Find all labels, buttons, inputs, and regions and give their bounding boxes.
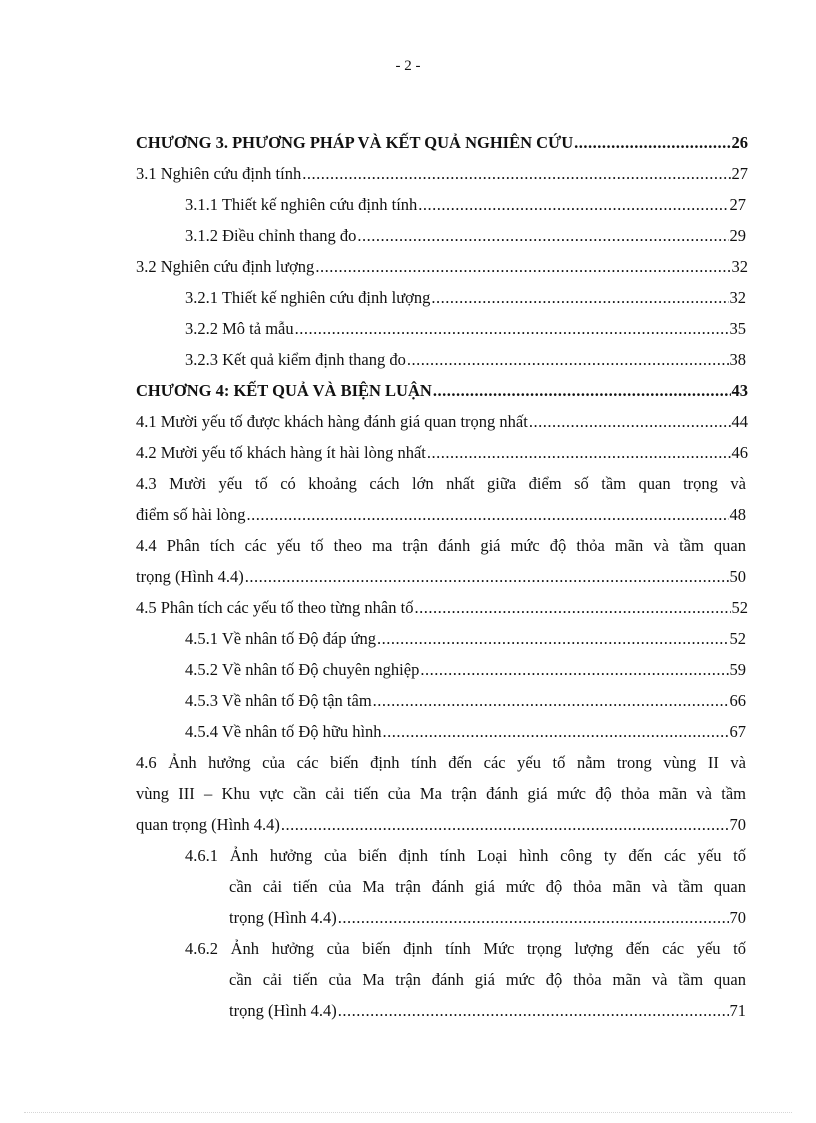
toc-entry-line (0, 747, 816, 778)
toc-entry-title: 4.2 Mười yếu tố khách hàng ít hài lòng nhất (136, 443, 426, 462)
toc-entry-line (0, 809, 816, 840)
toc-page-number: 70 (729, 908, 746, 927)
toc-leader-dots (418, 189, 728, 220)
toc-leader-dots (281, 809, 729, 840)
toc-line (185, 685, 746, 716)
toc-entry-line (0, 933, 816, 964)
toc-leader-dots (377, 623, 728, 654)
toc-page-number: 46 (731, 443, 748, 462)
toc-entry-title: 4.6.2 Ảnh hưởng của biến định tính Mức trọng lượng đến các yếu tố (185, 939, 746, 958)
toc-line (136, 747, 746, 778)
toc-line (185, 654, 746, 685)
toc-line (185, 313, 746, 344)
toc-leader-dots (247, 499, 729, 530)
toc-line (185, 716, 746, 747)
toc-leader-dots (338, 995, 729, 1026)
toc-page-number: 44 (731, 412, 748, 431)
toc-entry-title: 4.5.2 Về nhân tố Độ chuyên nghiệp (185, 660, 420, 679)
toc-line (136, 375, 748, 406)
toc-entry-line (0, 530, 816, 561)
toc-entry-title: CHƯƠNG 3. PHƯƠNG PHÁP VÀ KẾT QUẢ NGHIÊN CỨU (136, 133, 574, 152)
toc-entry-title: 4.6 Ảnh hưởng của các biến định tính đến các yếu tố nằm trong vùng II và (136, 753, 746, 772)
toc-leader-dots (302, 158, 730, 189)
toc-entry-line (0, 840, 816, 871)
toc-line (136, 127, 748, 158)
toc-entry-title: 4.6.1 Ảnh hưởng của biến định tính Loại hình công ty đến các yếu tố (185, 846, 746, 865)
toc-page-number: 48 (729, 505, 746, 524)
toc-leader-dots (245, 561, 729, 592)
toc-line (185, 282, 746, 313)
table-of-contents (0, 127, 816, 1026)
toc-leader-dots (383, 716, 729, 747)
toc-line (136, 251, 748, 282)
toc-page-number: 38 (729, 350, 746, 369)
toc-leader-dots (373, 685, 729, 716)
toc-leader-dots (414, 592, 730, 623)
toc-line (136, 468, 746, 499)
toc-entry-title: trọng (Hình 4.4) (229, 908, 337, 927)
toc-entry-title: 3.1.2 Điều chỉnh thang đo (185, 226, 357, 245)
toc-entry-title: 3.2.1 Thiết kế nghiên cứu định lượng (185, 288, 431, 307)
toc-line (136, 437, 748, 468)
toc-line (185, 623, 746, 654)
toc-entry-line (0, 189, 816, 220)
page-bottom-rule (24, 1112, 792, 1113)
toc-page-number: 66 (729, 691, 746, 710)
toc-leader-dots (295, 313, 729, 344)
toc-line (136, 158, 748, 189)
toc-entry-line (0, 995, 816, 1026)
toc-leader-dots (574, 127, 730, 158)
toc-entry-title: quan trọng (Hình 4.4) (136, 815, 280, 834)
toc-page-number: 70 (729, 815, 746, 834)
toc-leader-dots (431, 282, 728, 313)
toc-line (136, 778, 746, 809)
toc-leader-dots (315, 251, 730, 282)
toc-entry-title: CHƯƠNG 4: KẾT QUẢ VÀ BIỆN LUẬN (136, 381, 432, 400)
toc-leader-dots (433, 375, 731, 406)
toc-entry-line (0, 623, 816, 654)
page-number: - 2 - (395, 58, 421, 74)
toc-line (136, 499, 746, 530)
toc-entry-line (0, 499, 816, 530)
toc-entry-title: 4.5.3 Về nhân tố Độ tận tâm (185, 691, 372, 710)
toc-line (185, 220, 746, 251)
toc-entry-title: 3.1 Nghiên cứu định tính (136, 164, 302, 183)
toc-entry-line (0, 220, 816, 251)
toc-line (136, 530, 746, 561)
toc-entry-line (0, 437, 816, 468)
toc-leader-dots (420, 654, 728, 685)
toc-entry-line (0, 778, 816, 809)
toc-page-number: 71 (729, 1001, 746, 1020)
toc-line (136, 561, 746, 592)
toc-entry-line (0, 251, 816, 282)
toc-leader-dots (529, 406, 731, 437)
toc-page-number: 32 (731, 257, 748, 276)
toc-entry-title: vùng III – Khu vực cần cải tiến của Ma trận đánh giá mức độ thỏa mãn và tầm (136, 784, 746, 803)
toc-entry-line (0, 375, 816, 406)
toc-line (229, 995, 746, 1026)
toc-page-number: 52 (731, 598, 748, 617)
toc-line (185, 344, 746, 375)
toc-page-number: 67 (729, 722, 746, 741)
toc-leader-dots (338, 902, 729, 933)
toc-entry-title: 4.4 Phân tích các yếu tố theo ma trận đánh giá mức độ thỏa mãn và tầm quan (136, 536, 746, 555)
toc-entry-line (0, 654, 816, 685)
toc-entry-title: trọng (Hình 4.4) (136, 567, 244, 586)
toc-entry-title: 4.3 Mười yếu tố có khoảng cách lớn nhất giữa điểm số tầm quan trọng và (136, 474, 746, 493)
toc-line (185, 189, 746, 220)
toc-page-number: 59 (729, 660, 746, 679)
toc-page-number: 27 (729, 195, 746, 214)
toc-entry-title: trọng (Hình 4.4) (229, 1001, 337, 1020)
toc-page-number: 50 (729, 567, 746, 586)
toc-page-number: 35 (729, 319, 746, 338)
toc-line (229, 964, 746, 995)
toc-entry-line (0, 344, 816, 375)
toc-entry-line (0, 716, 816, 747)
toc-entry-line (0, 902, 816, 933)
toc-page-number: 27 (731, 164, 748, 183)
toc-entry-line (0, 406, 816, 437)
toc-entry-title: 3.2 Nghiên cứu định lượng (136, 257, 315, 276)
toc-line (229, 902, 746, 933)
toc-entry-line (0, 313, 816, 344)
toc-entry-line (0, 685, 816, 716)
toc-page-number: 26 (731, 133, 748, 152)
toc-line (185, 840, 746, 871)
toc-entry-title: điểm số hài lòng (136, 505, 246, 524)
toc-line (136, 809, 746, 840)
toc-entry-line (0, 127, 816, 158)
toc-entry-title: 3.1.1 Thiết kế nghiên cứu định tính (185, 195, 418, 214)
toc-entry-line (0, 964, 816, 995)
toc-leader-dots (407, 344, 729, 375)
toc-entry-line (0, 592, 816, 623)
toc-line (136, 592, 748, 623)
toc-page-number: 43 (731, 381, 748, 400)
toc-entry-title: cần cải tiến của Ma trận đánh giá mức độ thỏa mãn và tầm quan (229, 970, 746, 989)
toc-page-number: 32 (729, 288, 746, 307)
toc-line (185, 933, 746, 964)
toc-entry-line (0, 158, 816, 189)
toc-entry-line (0, 468, 816, 499)
toc-line (229, 871, 746, 902)
toc-entry-title: cần cải tiến của Ma trận đánh giá mức độ thỏa mãn và tầm quan (229, 877, 746, 896)
toc-entry-title: 4.5.4 Về nhân tố Độ hữu hình (185, 722, 382, 741)
toc-leader-dots (427, 437, 731, 468)
toc-entry-line (0, 561, 816, 592)
toc-entry-title: 4.1 Mười yếu tố được khách hàng đánh giá quan trọng nhất (136, 412, 528, 431)
toc-page-number: 29 (729, 226, 746, 245)
toc-entry-title: 3.2.2 Mô tả mẫu (185, 319, 294, 338)
toc-entry-title: 4.5 Phân tích các yếu tố theo từng nhân tố (136, 598, 414, 617)
toc-entry-title: 4.5.1 Về nhân tố Độ đáp ứng (185, 629, 377, 648)
toc-entry-line (0, 282, 816, 313)
toc-page-number: 52 (729, 629, 746, 648)
toc-leader-dots (357, 220, 728, 251)
toc-entry-line (0, 871, 816, 902)
toc-line (136, 406, 748, 437)
toc-entry-title: 3.2.3 Kết quả kiểm định thang đo (185, 350, 406, 369)
